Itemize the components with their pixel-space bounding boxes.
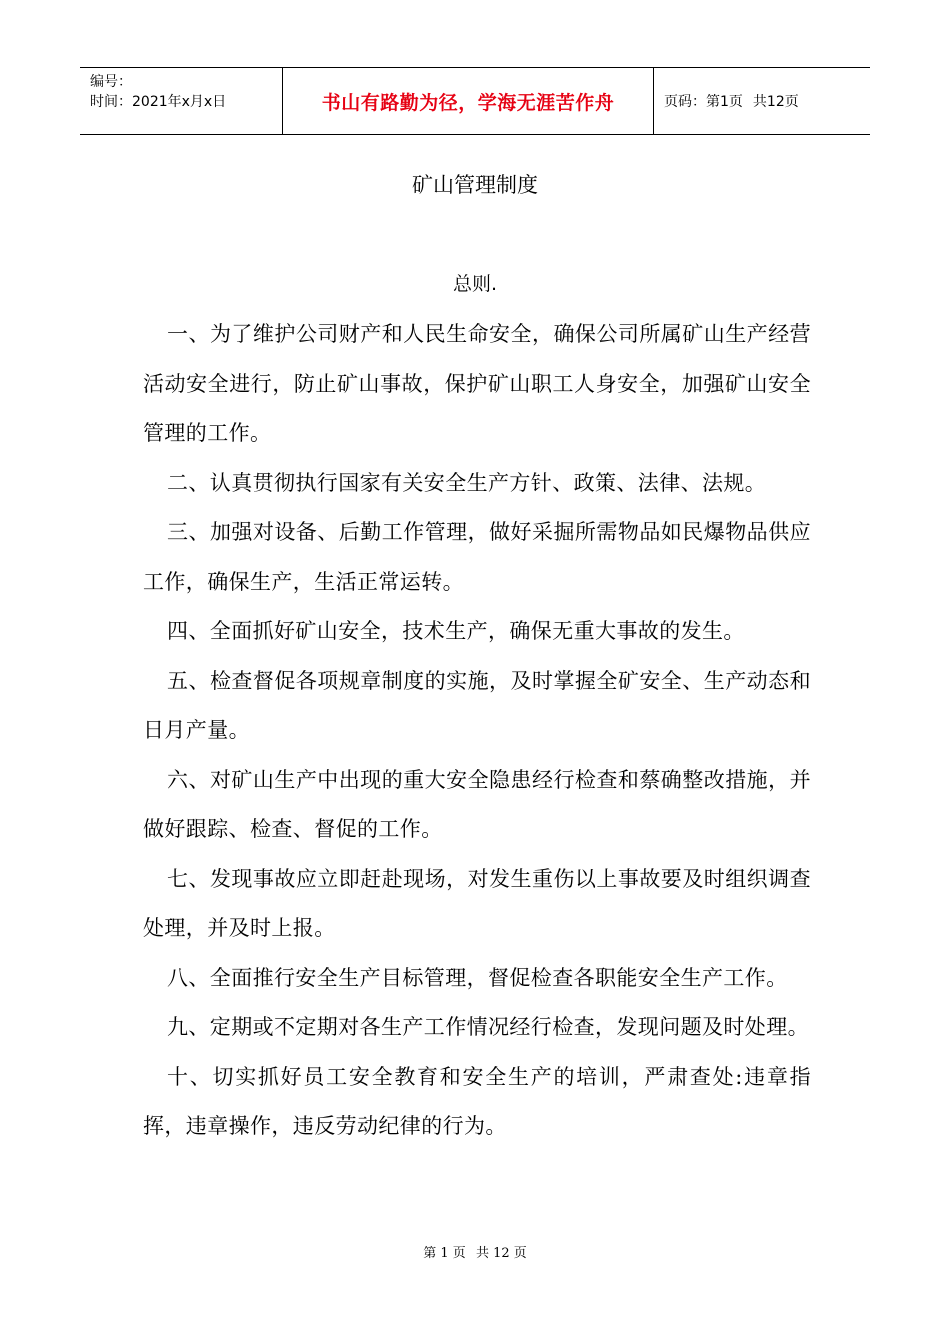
page-footer xyxy=(0,1244,950,1264)
paragraph-7: 七、发现事故应立即赶赴现场，对发生重伤以上事故要及时组织调查处理，并及时上报。 xyxy=(143,866,811,940)
paragraph-10: 十、切实抓好员工安全教育和安全生产的培训，严肃查处:违章指挥，违章操作，违反劳动纪律的行为。 xyxy=(143,1064,811,1138)
motto-text: 书山有路勤为径，学海无涯苦作舟 xyxy=(321,91,615,114)
paragraph-6: 六、对矿山生产中出现的重大安全隐患经行检查和蔡确整改措施，并做好跟踪、检查、督促的工作。 xyxy=(143,767,811,841)
paragraph-1: 一、为了维护公司财产和人民生命安全，确保公司所属矿山生产经营活动安全进行，防止矿山事故，保护矿山职工人身安全，加强矿山安全管理的工作。 xyxy=(143,322,811,445)
section-title: 总则. xyxy=(452,273,498,295)
document-title: 矿山管理制度 xyxy=(412,173,538,197)
number-label: 编号： xyxy=(90,74,132,90)
paragraph-4: 四、全面抓好矿山安全，技术生产，确保无重大事故的发生。 xyxy=(167,619,745,643)
document-body xyxy=(143,310,811,1152)
paragraph-3: 三、加强对设备、后勤工作管理，做好采掘所需物品如民爆物品供应工作，确保生产，生活正常运转。 xyxy=(143,520,811,594)
footer-page-label: 第 1 页 xyxy=(423,1246,466,1261)
footer-total-label: 共 12 页 xyxy=(475,1246,527,1261)
paragraph-2: 二、认真贯彻执行国家有关安全生产方针、政策、法律、法规。 xyxy=(167,470,767,495)
paragraph-9: 九、定期或不定期对各生产工作情况经行检查，发现问题及时处理。 xyxy=(167,1015,809,1039)
header-meta-cell xyxy=(80,68,282,134)
paragraph-8: 八、全面推行安全生产目标管理，督促检查各职能安全生产工作。 xyxy=(167,965,788,990)
header-motto-cell xyxy=(282,68,654,134)
date-label: 时间：2021年x月x日 xyxy=(90,94,227,110)
paragraph-5: 五、检查督促各项规章制度的实施，及时掌握全矿安全、生产动态和日月产量。 xyxy=(143,668,811,742)
document-header xyxy=(80,67,870,135)
header-total-label: 共12页 xyxy=(752,94,799,110)
header-page-label: 页码：第1页 xyxy=(664,94,743,110)
header-page-cell xyxy=(654,68,870,134)
